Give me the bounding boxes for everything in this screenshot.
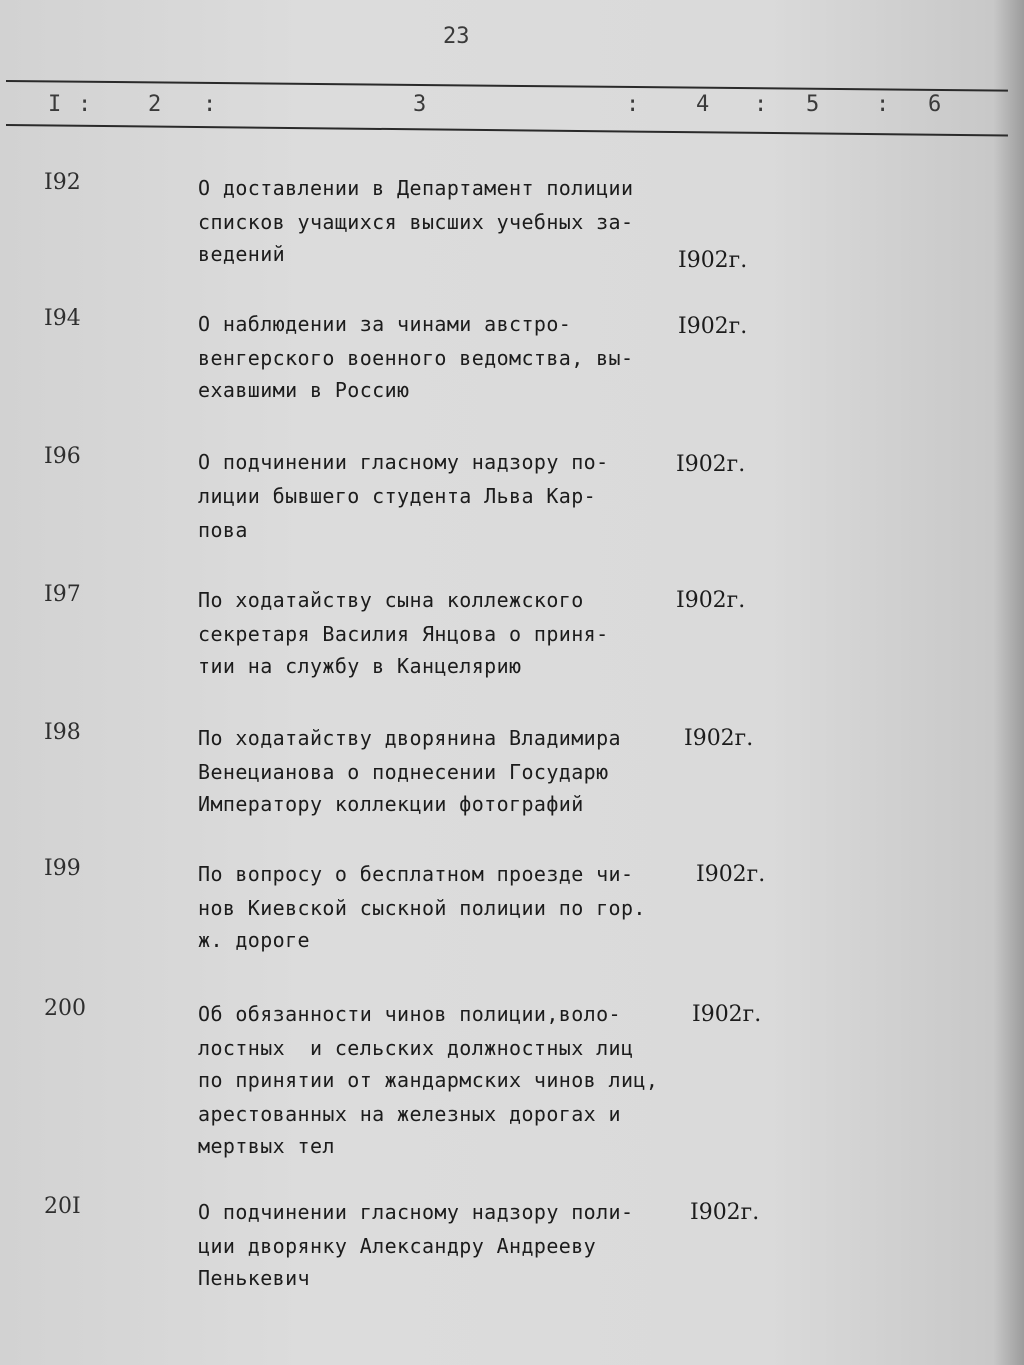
entry-title-line: венгерского военного ведомства, вы- — [198, 346, 634, 370]
entry-year: I902г. — [692, 1002, 762, 1027]
entry-title-line: По ходатайству сына коллежского — [198, 588, 584, 612]
entry-title-line: О подчинении гласному надзору поли- — [198, 1200, 634, 1224]
entry-year: I902г. — [678, 314, 748, 339]
table-header-top-rule — [6, 80, 1008, 92]
entry-year: I902г. — [690, 1200, 760, 1225]
entry-title-line: Венецианова о поднесении Государю — [198, 760, 609, 784]
entry-number: 20I — [44, 1194, 81, 1219]
column-header-4: 4 — [696, 92, 710, 117]
column-header-divider: : — [203, 92, 217, 117]
entry-number: I97 — [44, 582, 81, 607]
entry-title-line: ции дворянку Александру Андрееву — [198, 1234, 597, 1258]
entry-number: I92 — [44, 170, 81, 195]
entry-year: I902г. — [676, 452, 746, 477]
column-header-divider: : — [78, 92, 92, 117]
entry-title-line: лостных и сельских должностных лиц — [198, 1036, 634, 1060]
entry-title-line: ехавшими в Россию — [198, 378, 410, 402]
column-header-2: 2 — [148, 92, 162, 117]
entry-number: 200 — [44, 996, 86, 1021]
entry-title-line: тии на службу в Канцелярию — [198, 654, 522, 678]
entry-title-line: Об обязанности чинов полиции,воло- — [198, 1002, 621, 1026]
entry-title-line: ведений — [198, 242, 286, 266]
entry-number: I98 — [44, 720, 81, 745]
entry-year: I902г. — [696, 862, 766, 887]
entry-year: I902г. — [678, 248, 748, 273]
entry-number: I94 — [44, 306, 81, 331]
entry-title-line: арестованных на железных дорогах и — [198, 1102, 621, 1126]
column-header-divider: : — [876, 92, 890, 117]
entry-title-line: Пенькевич — [198, 1266, 310, 1290]
entry-title-line: нов Киевской сыскной полиции по гор. — [198, 896, 646, 920]
entry-number: I99 — [44, 856, 81, 881]
entry-title-line: По ходатайству дворянина Владимира — [198, 726, 621, 750]
column-header-divider: : — [626, 92, 640, 117]
column-header-5: 5 — [806, 92, 820, 117]
entry-title-line: О подчинении гласному надзору по- — [198, 450, 609, 474]
entry-title-line: О доставлении в Департамент полиции — [198, 176, 634, 200]
column-header-divider: : — [754, 92, 768, 117]
entry-title-line: списков учащихся высших учебных за- — [198, 210, 634, 234]
entry-title-line: ж. дороге — [198, 928, 310, 952]
entry-title-line: Императору коллекции фотографий — [198, 792, 584, 816]
entry-title-line: секретаря Василия Янцова о приня- — [198, 622, 609, 646]
column-header-row — [0, 92, 1024, 126]
entry-title-line: лиции бывшего студента Льва Кар- — [198, 484, 597, 508]
entry-title-line: пова — [198, 518, 248, 542]
entry-title-line: по принятии от жандармских чинов лиц, — [198, 1068, 659, 1092]
entry-title-line: О наблюдении за чинами австро- — [198, 312, 572, 336]
column-header-6: 6 — [928, 92, 942, 117]
column-header-3: 3 — [413, 92, 427, 117]
entry-year: I902г. — [684, 726, 754, 751]
page-number: 23 — [443, 24, 470, 49]
entry-title-line: мертвых тел — [198, 1134, 335, 1158]
column-header-1: I — [48, 92, 62, 117]
entry-title-line: По вопросу о бесплатном проезде чи- — [198, 862, 634, 886]
entry-year: I902г. — [676, 588, 746, 613]
entry-number: I96 — [44, 444, 81, 469]
